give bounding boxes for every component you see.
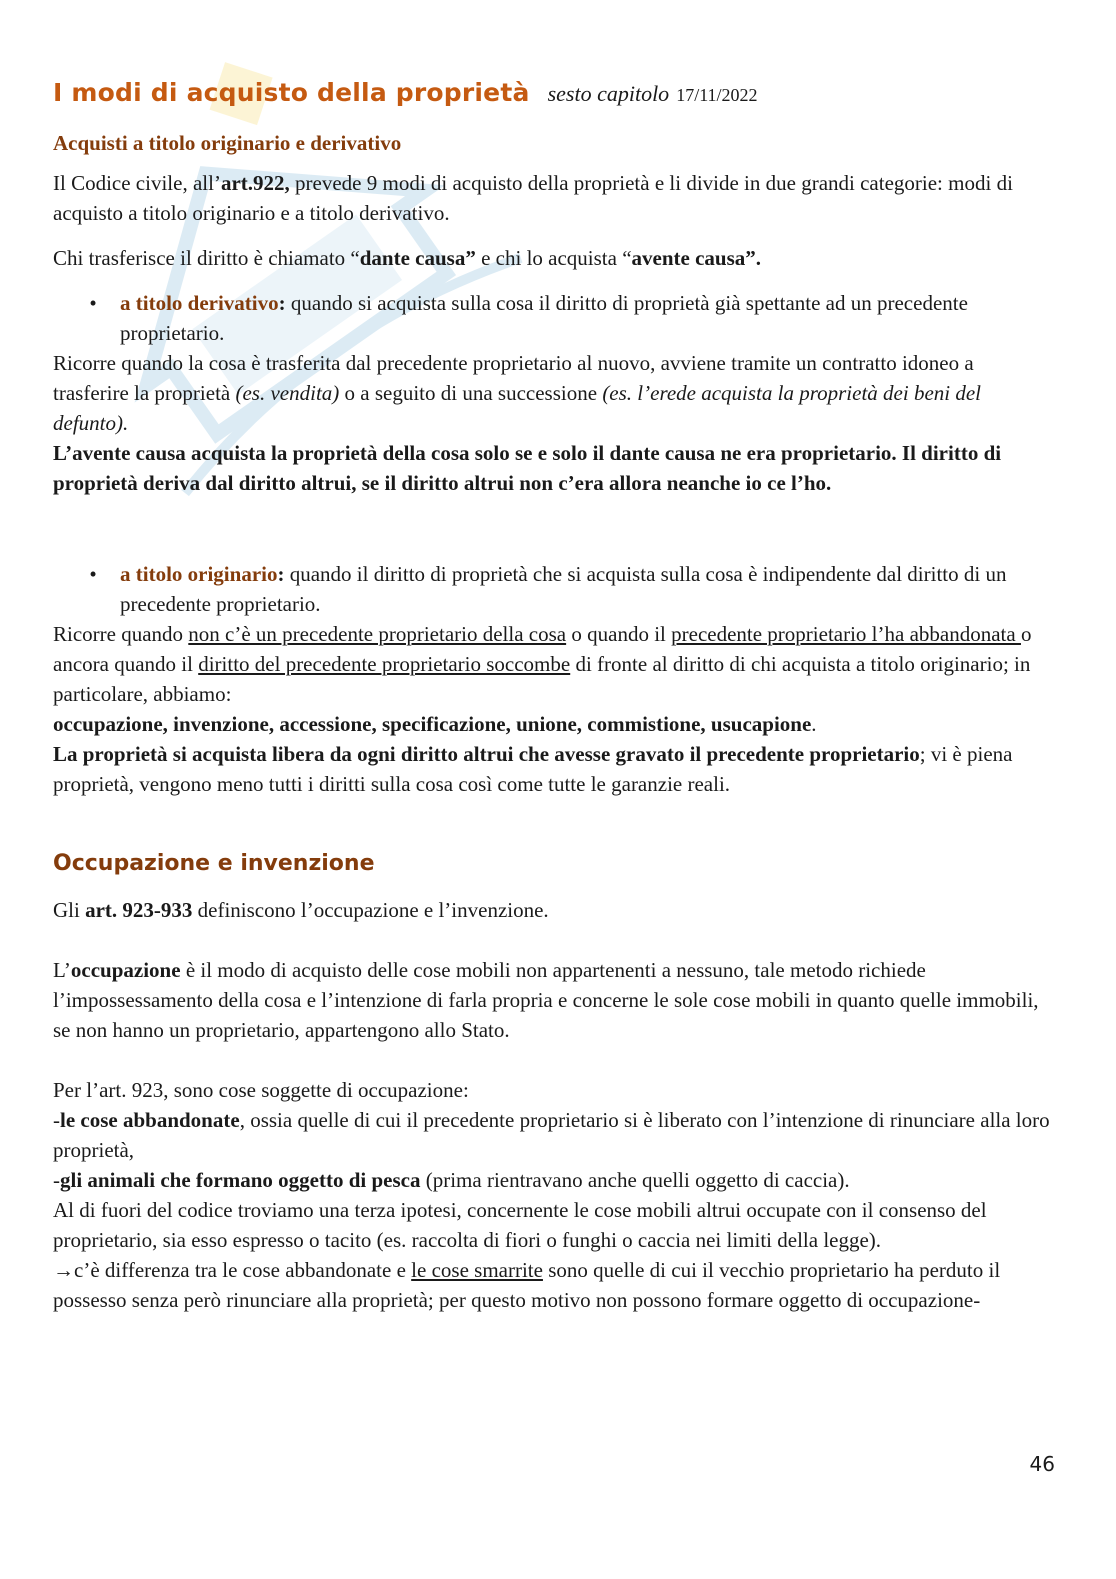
arts-text-rest: definiscono l’occupazione e l’invenzione. bbox=[192, 898, 549, 922]
occ-text-rest: è il modo di acquisto delle cose mobili non appartenenti a nessuno, tale metodo richiede l’impossessamento della cosa e l’intenzione di farla propria e concerne le sole cose mobili in quanto quelle immobili, se non hanno un proprietario, appartengono allo Stato. bbox=[53, 958, 1039, 1042]
underlined-phrase: diritto del precedente proprietario soccombe bbox=[198, 652, 571, 676]
paragraph-list-intro: Per l’art. 923, sono cose soggette di occupazione: bbox=[53, 1078, 469, 1102]
underlined-phrase: precedente proprietario l’ha abbandonata bbox=[671, 622, 1021, 646]
paragraph-occupazione bbox=[53, 955, 1053, 1045]
page-number: 46 bbox=[1029, 1452, 1055, 1476]
animali-text: (prima rientravano anche quelli oggetto di caccia). bbox=[420, 1168, 850, 1192]
list-item-originario bbox=[53, 559, 1053, 619]
derivativo-text-mid: o a seguito di una successione bbox=[339, 381, 603, 405]
derivativo-text: Ricorre quando la cosa è trasferita dal precedente proprietario al nuovo, avviene tramite un contratto idoneo a trasferire la proprietà bbox=[53, 351, 974, 405]
list-item-abbandonate bbox=[53, 1105, 1053, 1165]
example-vendita: (es. vendita) bbox=[235, 381, 340, 405]
dash: - bbox=[53, 1168, 60, 1192]
paragraph-derivativo-detail bbox=[53, 348, 1053, 438]
libera-bold: La proprietà si acquista libera da ogni diritto altrui che avesse gravato il precedente proprietario bbox=[53, 742, 920, 766]
term-dante-causa: dante causa” bbox=[359, 246, 476, 270]
originario-text: o quando il bbox=[566, 622, 672, 646]
abbandonate-text: , ossia quelle di cui il precedente proprietario si è liberato con l’intenzione di rinunciare alla loro proprietà, bbox=[53, 1108, 1050, 1162]
intro-article-ref: art.922, bbox=[220, 171, 290, 195]
colon: : bbox=[278, 291, 286, 315]
paragraph-terza-ipotesi: Al di fuori del codice troviamo una terza ipotesi, concernente le cose mobili altrui occupate con il consenso del proprietario, sia esso espresso o tacito (es. raccolta di fiori o funghi o caccia nei limiti della legge). bbox=[53, 1198, 987, 1252]
paragraph-smarrite bbox=[53, 1255, 1053, 1315]
arts-text: Gli bbox=[53, 898, 86, 922]
bullet-marker: • bbox=[89, 291, 97, 315]
arts-ref: art. 923-933 bbox=[85, 898, 193, 922]
paragraph-causa bbox=[53, 243, 1053, 273]
causa-text-mid: e chi lo acquista “ bbox=[475, 246, 632, 270]
chapter-subtitle: sesto capitolo bbox=[547, 81, 670, 106]
period: . bbox=[811, 712, 817, 736]
page-header bbox=[53, 78, 1053, 116]
term-derivativo: a titolo derivativo bbox=[120, 291, 279, 315]
page-title: I modi di acquisto della proprietà bbox=[53, 78, 530, 107]
smarrite-text: c’è differenza tra le cose abbandonate e bbox=[74, 1258, 412, 1282]
term-originario: a titolo originario bbox=[120, 562, 278, 586]
arrow-icon: → bbox=[53, 1258, 74, 1282]
example-erede: (es. l’erede acquista la proprietà dei beni del defunto). bbox=[53, 381, 981, 435]
intro-text-rest: prevede 9 modi di acquisto della proprietà e li divide in due grandi categorie: modi di acquisto a titolo originario e a titolo derivativo. bbox=[53, 171, 1013, 225]
term-occupazione: occupazione bbox=[70, 958, 181, 982]
originario-text: o ancora quando il bbox=[53, 622, 1032, 676]
intro-text: Il Codice civile, all’ bbox=[53, 171, 221, 195]
occ-text: L’ bbox=[53, 958, 71, 982]
derivativo-definition: quando si acquista sulla cosa il diritto di proprietà già spettante ad un precedente proprietario. bbox=[120, 291, 968, 345]
colon: : bbox=[277, 562, 285, 586]
paragraph-intro bbox=[53, 168, 1053, 228]
list-item-derivativo bbox=[53, 288, 1053, 348]
section-heading-occupazione: Occupazione e invenzione bbox=[53, 851, 375, 876]
term-avente-causa: avente causa”. bbox=[631, 246, 762, 270]
underlined-phrase: le cose smarrite bbox=[411, 1258, 543, 1282]
modes-list: occupazione, invenzione, accessione, specificazione, unione, commistione, usucapione bbox=[53, 712, 812, 736]
paragraph-modes-list bbox=[53, 709, 1053, 739]
originario-text: Ricorre quando bbox=[53, 622, 189, 646]
dash: - bbox=[53, 1108, 60, 1132]
libera-text: ; vi è piena proprietà, vengono meno tutti i diritti sulla cosa così come tutte le garanzie reali. bbox=[53, 742, 1013, 796]
causa-text: Chi trasferisce il diritto è chiamato “ bbox=[53, 246, 360, 270]
paragraph-arts bbox=[53, 895, 1053, 925]
originario-text: di fronte al diritto di chi acquista a titolo originario; in particolare, abbiamo: bbox=[53, 652, 1031, 706]
list-item-animali bbox=[53, 1165, 1053, 1195]
document-content bbox=[53, 78, 1053, 1315]
term-animali-pesca: gli animali che formano oggetto di pesca bbox=[60, 1168, 421, 1192]
term-cose-abbandonate: le cose abbandonate bbox=[60, 1108, 240, 1132]
paragraph-originario-detail bbox=[53, 619, 1053, 709]
originario-definition: quando il diritto di proprietà che si acquista sulla cosa è indipendente dal diritto di un precedente proprietario. bbox=[120, 562, 1007, 616]
chapter-date: 17/11/2022 bbox=[676, 85, 758, 105]
paragraph-derivativo-note: L’avente causa acquista la proprietà della cosa solo se e solo il dante causa ne era proprietario. Il diritto di proprietà deriva dal diritto altrui, se il diritto altrui non c’era allora neanche io ce l’ho. bbox=[53, 441, 1002, 495]
smarrite-text-rest: sono quelle di cui il vecchio proprietario ha perduto il possesso senza però rinunciare alla proprietà; per questo motivo non possono formare oggetto di occupazione- bbox=[53, 1258, 1001, 1312]
underlined-phrase: non c’è un precedente proprietario della cosa bbox=[188, 622, 567, 646]
paragraph-libera bbox=[53, 739, 1053, 799]
bullet-marker: • bbox=[89, 562, 97, 586]
section-heading-acquisti: Acquisti a titolo originario e derivativo bbox=[53, 131, 402, 155]
